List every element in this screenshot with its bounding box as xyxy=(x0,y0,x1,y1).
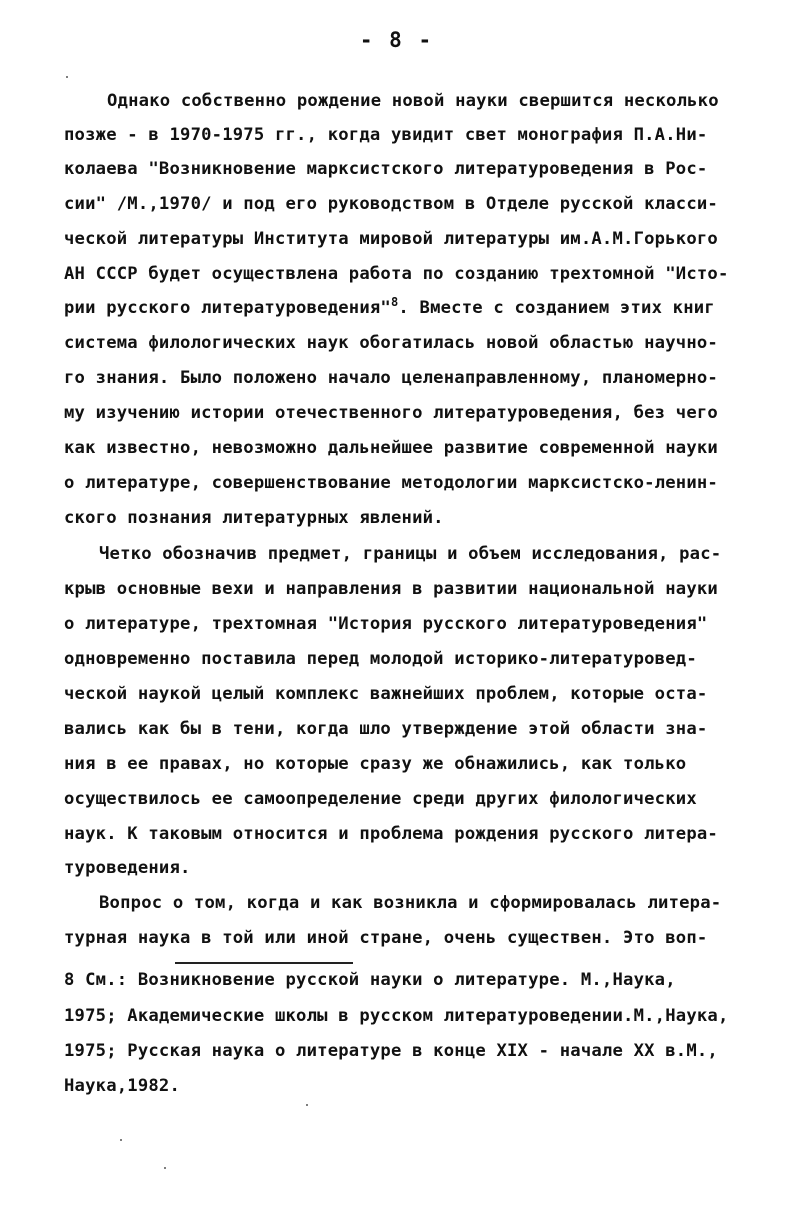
page-number: - 8 - xyxy=(359,28,434,52)
paragraph-2-line-2: крыв основные вехи и направления в развитии национальной науки xyxy=(64,579,718,599)
paragraph-3-line-2: турная наука в той или иной стране, очень существен. Это воп- xyxy=(64,928,708,948)
paragraph-1-line-1: Однако собственно рождение новой науки свершится несколько xyxy=(107,91,719,111)
paragraph-1-line-6: АН СССР будет осуществлена работа по созданию трехтомной "Исто- xyxy=(64,264,729,284)
scan-speck xyxy=(120,1139,122,1141)
scan-speck xyxy=(164,1167,166,1169)
paragraph-1-line-4: сии" /М.,1970/ и под его руководством в Отделе русской класси- xyxy=(64,194,718,214)
paragraph-2-line-10: туроведения. xyxy=(64,858,191,878)
footnote-line-1: 8 См.: Возникновение русской науки о литературе. М.,Наука, xyxy=(64,970,676,990)
paragraph-1-line-7-text: рии русского литературоведения" xyxy=(64,298,391,318)
paragraph-2-line-1: Четко обозначив предмет, границы и объем исследования, рас- xyxy=(99,544,722,564)
footnote-separator xyxy=(175,962,353,964)
paragraph-1-line-7-tail: . Вместе с созданием этих книг xyxy=(398,298,715,318)
scan-speck xyxy=(306,1104,308,1106)
paragraph-2-line-6: вались как бы в тени, когда шло утверждение этой области зна- xyxy=(64,719,708,739)
paragraph-1-line-8: система филологических наук обогатилась новой областью научно- xyxy=(64,333,718,353)
paragraph-3-line-1: Вопрос о том, когда и как возникла и сформировалась литера- xyxy=(99,893,722,913)
paragraph-1-line-2: позже - в 1970-1975 гг., когда увидит свет монография П.А.Ни- xyxy=(64,125,708,145)
paragraph-2-line-7: ния в ее правах, но которые сразу же обнажились, как только xyxy=(64,754,687,774)
paragraph-1-line-7 xyxy=(64,297,715,319)
paragraph-2-line-8: осуществилось ее самоопределение среди других филологических xyxy=(64,789,697,809)
paragraph-2-line-9: наук. К таковым относится и проблема рождения русского литера- xyxy=(64,824,718,844)
paragraph-2-line-3: о литературе, трехтомная "История русского литературоведения" xyxy=(64,614,708,634)
footnote-line-4: Наука,1982. xyxy=(64,1076,181,1096)
paragraph-2-line-5: ческой наукой целый комплекс важнейших проблем, которые оста- xyxy=(64,684,708,704)
paragraph-1-line-12: о литературе, совершенствование методологии марксистско-ленин- xyxy=(64,473,718,493)
paragraph-1-line-10: му изучению истории отечественного литературоведения, без чего xyxy=(64,403,718,423)
footnote-line-3: 1975; Русская наука о литературе в конце XIX - начале XX в.М., xyxy=(64,1041,718,1061)
paragraph-1-line-11: как известно, невозможно дальнейшее развитие современной науки xyxy=(64,438,718,458)
paragraph-1-line-3: колаева "Возникновение марксистского литературоведения в Рос- xyxy=(64,159,708,179)
paragraph-1-line-13: ского познания литературных явлений. xyxy=(64,508,444,528)
paragraph-1-line-5: ческой литературы Института мировой литературы им.А.М.Горького xyxy=(64,229,718,249)
scan-speck xyxy=(66,76,68,78)
paragraph-2-line-4: одновременно поставила перед молодой историко-литературовед- xyxy=(64,649,697,669)
footnote-line-2: 1975; Академические школы в русском литературоведении.М.,Наука, xyxy=(64,1006,729,1026)
footnote-reference: 8 xyxy=(390,295,399,309)
paragraph-1-line-9: го знания. Было положено начало целенаправленному, планомерно- xyxy=(64,368,718,388)
